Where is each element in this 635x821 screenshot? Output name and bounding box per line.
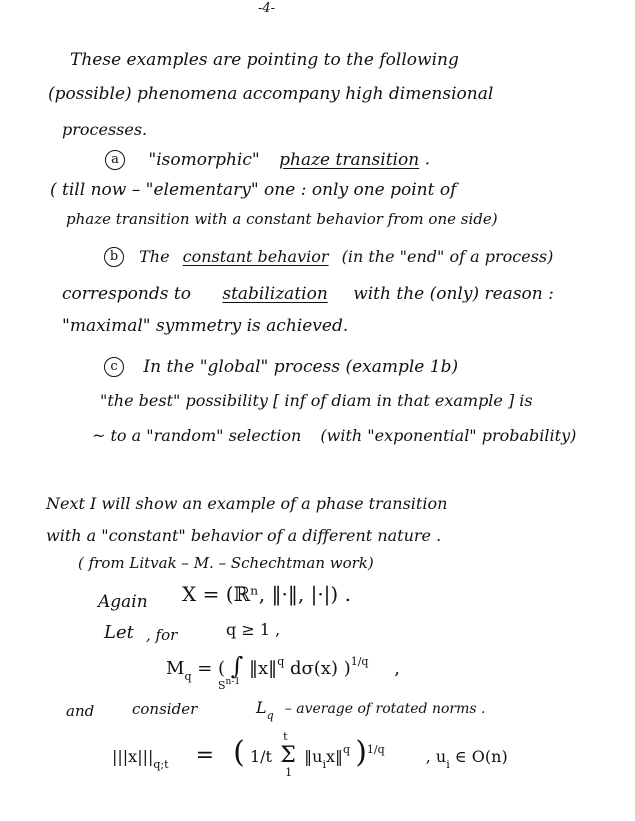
- para2-line2: with a "constant" behavior of a different nature .: [46, 526, 442, 545]
- lq-symbol: L: [256, 698, 267, 717]
- lq-description: – average of rotated norms .: [284, 701, 486, 717]
- item-a-line3: phaze transition with a constant behavior from one side): [66, 210, 498, 228]
- item-a-marker: a: [105, 150, 125, 170]
- norm-formula: [112, 730, 508, 779]
- mq-norm-power: q: [277, 655, 285, 668]
- u-subscript: i: [446, 758, 450, 771]
- mq-domain: [218, 677, 241, 692]
- item-c-line2: "the best" possibility [ inf of diam in that example ] is: [100, 391, 533, 410]
- mq-comma: ,: [394, 658, 400, 679]
- para1-line2: (possible) phenomena accompany high dimensional: [48, 84, 494, 104]
- item-a-dot: .: [424, 149, 430, 170]
- consider-label: consider: [132, 700, 198, 718]
- mq-outer-power: 1/q: [350, 655, 369, 668]
- norm-outer-power: 1/q: [366, 743, 385, 756]
- item-b-end-of-process: (in the "end" of a process): [341, 246, 554, 266]
- mq-measure: dσ(x) ): [289, 658, 351, 679]
- item-c-global: In the "global" process (example 1b): [143, 356, 459, 377]
- item-b-the: The: [139, 246, 170, 266]
- item-b-constant-behavior: constant behavior: [182, 246, 329, 266]
- space-definition: X = (ℝⁿ, ‖·‖, |·|) .: [182, 582, 351, 606]
- item-c-line3: [92, 428, 576, 444]
- mq-symbol: M: [166, 658, 185, 679]
- item-a-line2: ( till now – "elementary" one : only one point of: [50, 180, 457, 200]
- u-condition: , u: [425, 747, 447, 766]
- norm-subscript: q;t: [153, 758, 169, 771]
- norm-open-paren: (: [233, 735, 245, 770]
- para2-line1: Next I will show an example of a phase transition: [46, 494, 448, 513]
- sum-lower: 1: [285, 766, 293, 779]
- norm-fraction: 1/t: [249, 747, 272, 766]
- item-b-line3: "maximal" symmetry is achieved.: [62, 316, 349, 336]
- sum-upper: t: [283, 730, 288, 743]
- item-c-exponential: (with "exponential" probability): [320, 426, 577, 445]
- norm-equals: =: [195, 743, 215, 768]
- page-number: -4-: [258, 1, 276, 16]
- mq-subscript: q: [184, 670, 192, 683]
- lq-line: [256, 698, 486, 722]
- mq-norm: ‖x‖: [249, 658, 278, 679]
- q-condition: q ≥ 1 ,: [226, 620, 281, 639]
- item-b-stabilization: stabilization: [222, 284, 328, 304]
- lq-subscript: q: [266, 709, 274, 722]
- item-b-corresponds: corresponds to: [62, 284, 191, 304]
- u-in-orthogonal: ∈ O(n): [449, 747, 508, 766]
- item-b-line2: [62, 286, 554, 303]
- sum-body-subscript: i: [322, 758, 327, 771]
- item-b-reason: with the (only) reason :: [353, 284, 554, 304]
- para1-line3: processes.: [62, 120, 148, 139]
- norm-close-paren: ): [355, 735, 367, 770]
- item-c-marker: c: [104, 357, 124, 377]
- item-c-random: ~ to a "random" selection: [92, 426, 302, 445]
- item-a-phase-transition: phaze transition: [279, 149, 420, 170]
- norm-lhs: |||x|||: [112, 747, 154, 766]
- sum-body: ‖u: [304, 747, 323, 766]
- again-label: Again: [98, 592, 148, 612]
- and-label: and: [66, 702, 95, 720]
- item-b-line1: [104, 247, 553, 267]
- item-a-line1: [105, 150, 430, 170]
- item-c-line1: [104, 357, 458, 377]
- sum-body-rest: x‖: [326, 747, 344, 766]
- sum-sign: Σ: [280, 743, 296, 768]
- item-a-isomorphic: "isomorphic": [148, 149, 260, 170]
- let-label: Let: [104, 622, 134, 643]
- para2-line3: ( from Litvak – M. – Schechtman work): [78, 554, 374, 572]
- mq-domain-dim: n-1: [225, 677, 241, 687]
- sum-body-power: q: [343, 743, 351, 756]
- item-b-marker: b: [104, 247, 124, 267]
- mq-equals: = (: [197, 658, 226, 679]
- para1-line1: These examples are pointing to the following: [70, 50, 459, 70]
- for-label: , for: [146, 626, 178, 644]
- mq-domain-symbol: S: [218, 679, 226, 692]
- mq-integral: ∫: [230, 652, 244, 680]
